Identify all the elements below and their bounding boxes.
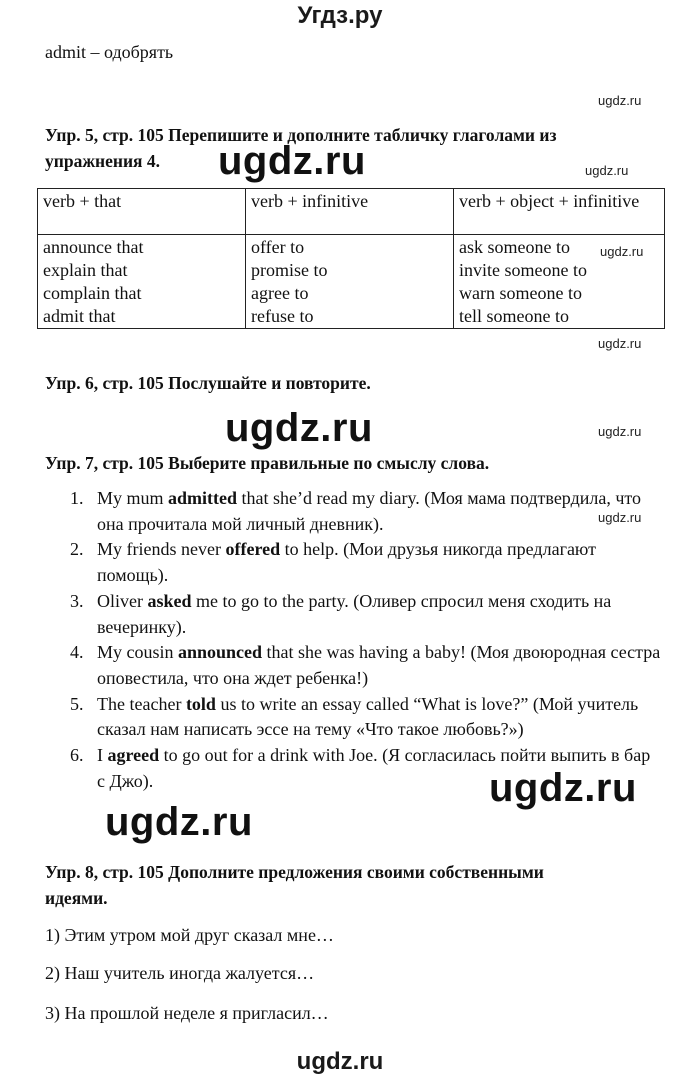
ex7-heading: Упр. 7, стр. 105 Выберите правильные по смыслу слова. (45, 453, 490, 473)
cell-line: promise to (251, 260, 328, 280)
header-verb-object-infinitive: verb + object + infinitive (459, 191, 640, 211)
item-answer: agreed (107, 745, 160, 766)
watermark-big: ugdz.ru (218, 139, 366, 183)
item-text: Oliver (97, 590, 148, 611)
site-title: Угдз.ру (297, 2, 383, 29)
cell-line: announce that (43, 237, 144, 257)
item-number: 3. (70, 590, 84, 611)
cell-line: agree to (251, 283, 309, 303)
cell-line: refuse to (251, 306, 314, 326)
list-item (50, 692, 662, 743)
item-text: to go out for a drink with Joe. (Я согласилась пойти выпить в бар с Джо). (97, 745, 651, 791)
ex8-heading-line2: идеями. (45, 888, 108, 908)
list-item (50, 589, 662, 640)
watermark-big: ugdz.ru (105, 800, 253, 844)
watermark-small: ugdz.ru (598, 93, 642, 108)
item-text: The teacher (97, 693, 186, 714)
item-text: My mum (97, 488, 169, 508)
item-number: 5. (70, 693, 84, 714)
ex5-heading-line2: упражнения 4. (45, 151, 160, 171)
header-verb-infinitive: verb + infinitive (251, 191, 369, 211)
item-text: to help. (Мои друзья никогда предлагают помощь). (97, 539, 597, 586)
watermark-small: ugdz.ru (600, 244, 644, 259)
item-text: that she’d read my diary. (Моя мама подтвердила, что она прочитала мой личный дневник). (97, 488, 642, 534)
ex8-line: 2) Наш учитель иногда жалуется… (45, 963, 315, 983)
item-answer: offered (225, 539, 281, 560)
cell-line: admit that (43, 306, 116, 326)
item-number: 2. (70, 539, 84, 560)
cell-line: warn someone to (459, 283, 582, 303)
ex7-answer-list (50, 486, 662, 794)
item-text: My friends never (97, 539, 226, 560)
list-item (50, 486, 662, 537)
cell-line: ask someone to (459, 237, 570, 257)
table-header-cell (246, 189, 454, 235)
cell-line: invite someone to (459, 260, 587, 280)
cell-line: complain that (43, 283, 142, 303)
table-header-cell (38, 189, 246, 235)
watermark-big: ugdz.ru (225, 406, 373, 450)
item-answer: admitted (168, 488, 238, 508)
item-text: us to write an essay called “What is love?” (Мой учитель сказал нам написать эссе на тему «Что такое любовь?») (97, 693, 639, 740)
item-text: that she was having a baby! (Моя двоюродная сестра оповестила, что она ждет ребенка!) (97, 642, 661, 688)
ex8-heading (45, 859, 544, 911)
item-text: I (97, 745, 108, 766)
cell-line: tell someone to (459, 306, 569, 326)
verb-table (37, 188, 665, 329)
ex5-heading-line1: Упр. 5, стр. 105 Перепишите и дополните табличку глаголами из (45, 125, 557, 145)
item-number: 4. (70, 642, 84, 663)
footer-watermark: ugdz.ru (296, 1048, 384, 1075)
cell-line: offer to (251, 237, 305, 257)
item-number: 6. (70, 745, 84, 766)
ex8-heading-line1: Упр. 8, стр. 105 Дополните предложения своими собственными (45, 862, 544, 882)
table-header-row (38, 189, 665, 235)
item-answer: announced (178, 642, 263, 663)
list-item (50, 640, 662, 691)
item-answer: asked (147, 590, 192, 611)
table-cell (38, 235, 246, 329)
ex8-line: 3) На прошлой неделе я пригласил… (45, 1003, 329, 1023)
watermark-small: ugdz.ru (598, 424, 642, 439)
watermark-small: ugdz.ru (598, 336, 642, 351)
cell-line: explain that (43, 260, 128, 280)
table-header-cell (454, 189, 665, 235)
header-verb-that: verb + that (43, 191, 122, 211)
ex8-line: 1) Этим утром мой друг сказал мне… (45, 925, 334, 945)
ex6-heading: Упр. 6, стр. 105 Послушайте и повторите. (45, 373, 371, 393)
item-text: My cousin (97, 642, 178, 663)
intro-line: admit – одобрять (45, 42, 174, 62)
table-cell (246, 235, 454, 329)
item-text: me to go to the party. (Оливер спросил меня сходить на вечеринку). (97, 590, 612, 637)
item-answer: told (185, 693, 216, 714)
item-number: 1. (70, 488, 84, 508)
table-row (38, 235, 665, 329)
list-item (50, 537, 662, 588)
watermark-small: ugdz.ru (585, 163, 629, 178)
watermark-small: ugdz.ru (598, 510, 642, 525)
watermark-big: ugdz.ru (489, 766, 637, 810)
